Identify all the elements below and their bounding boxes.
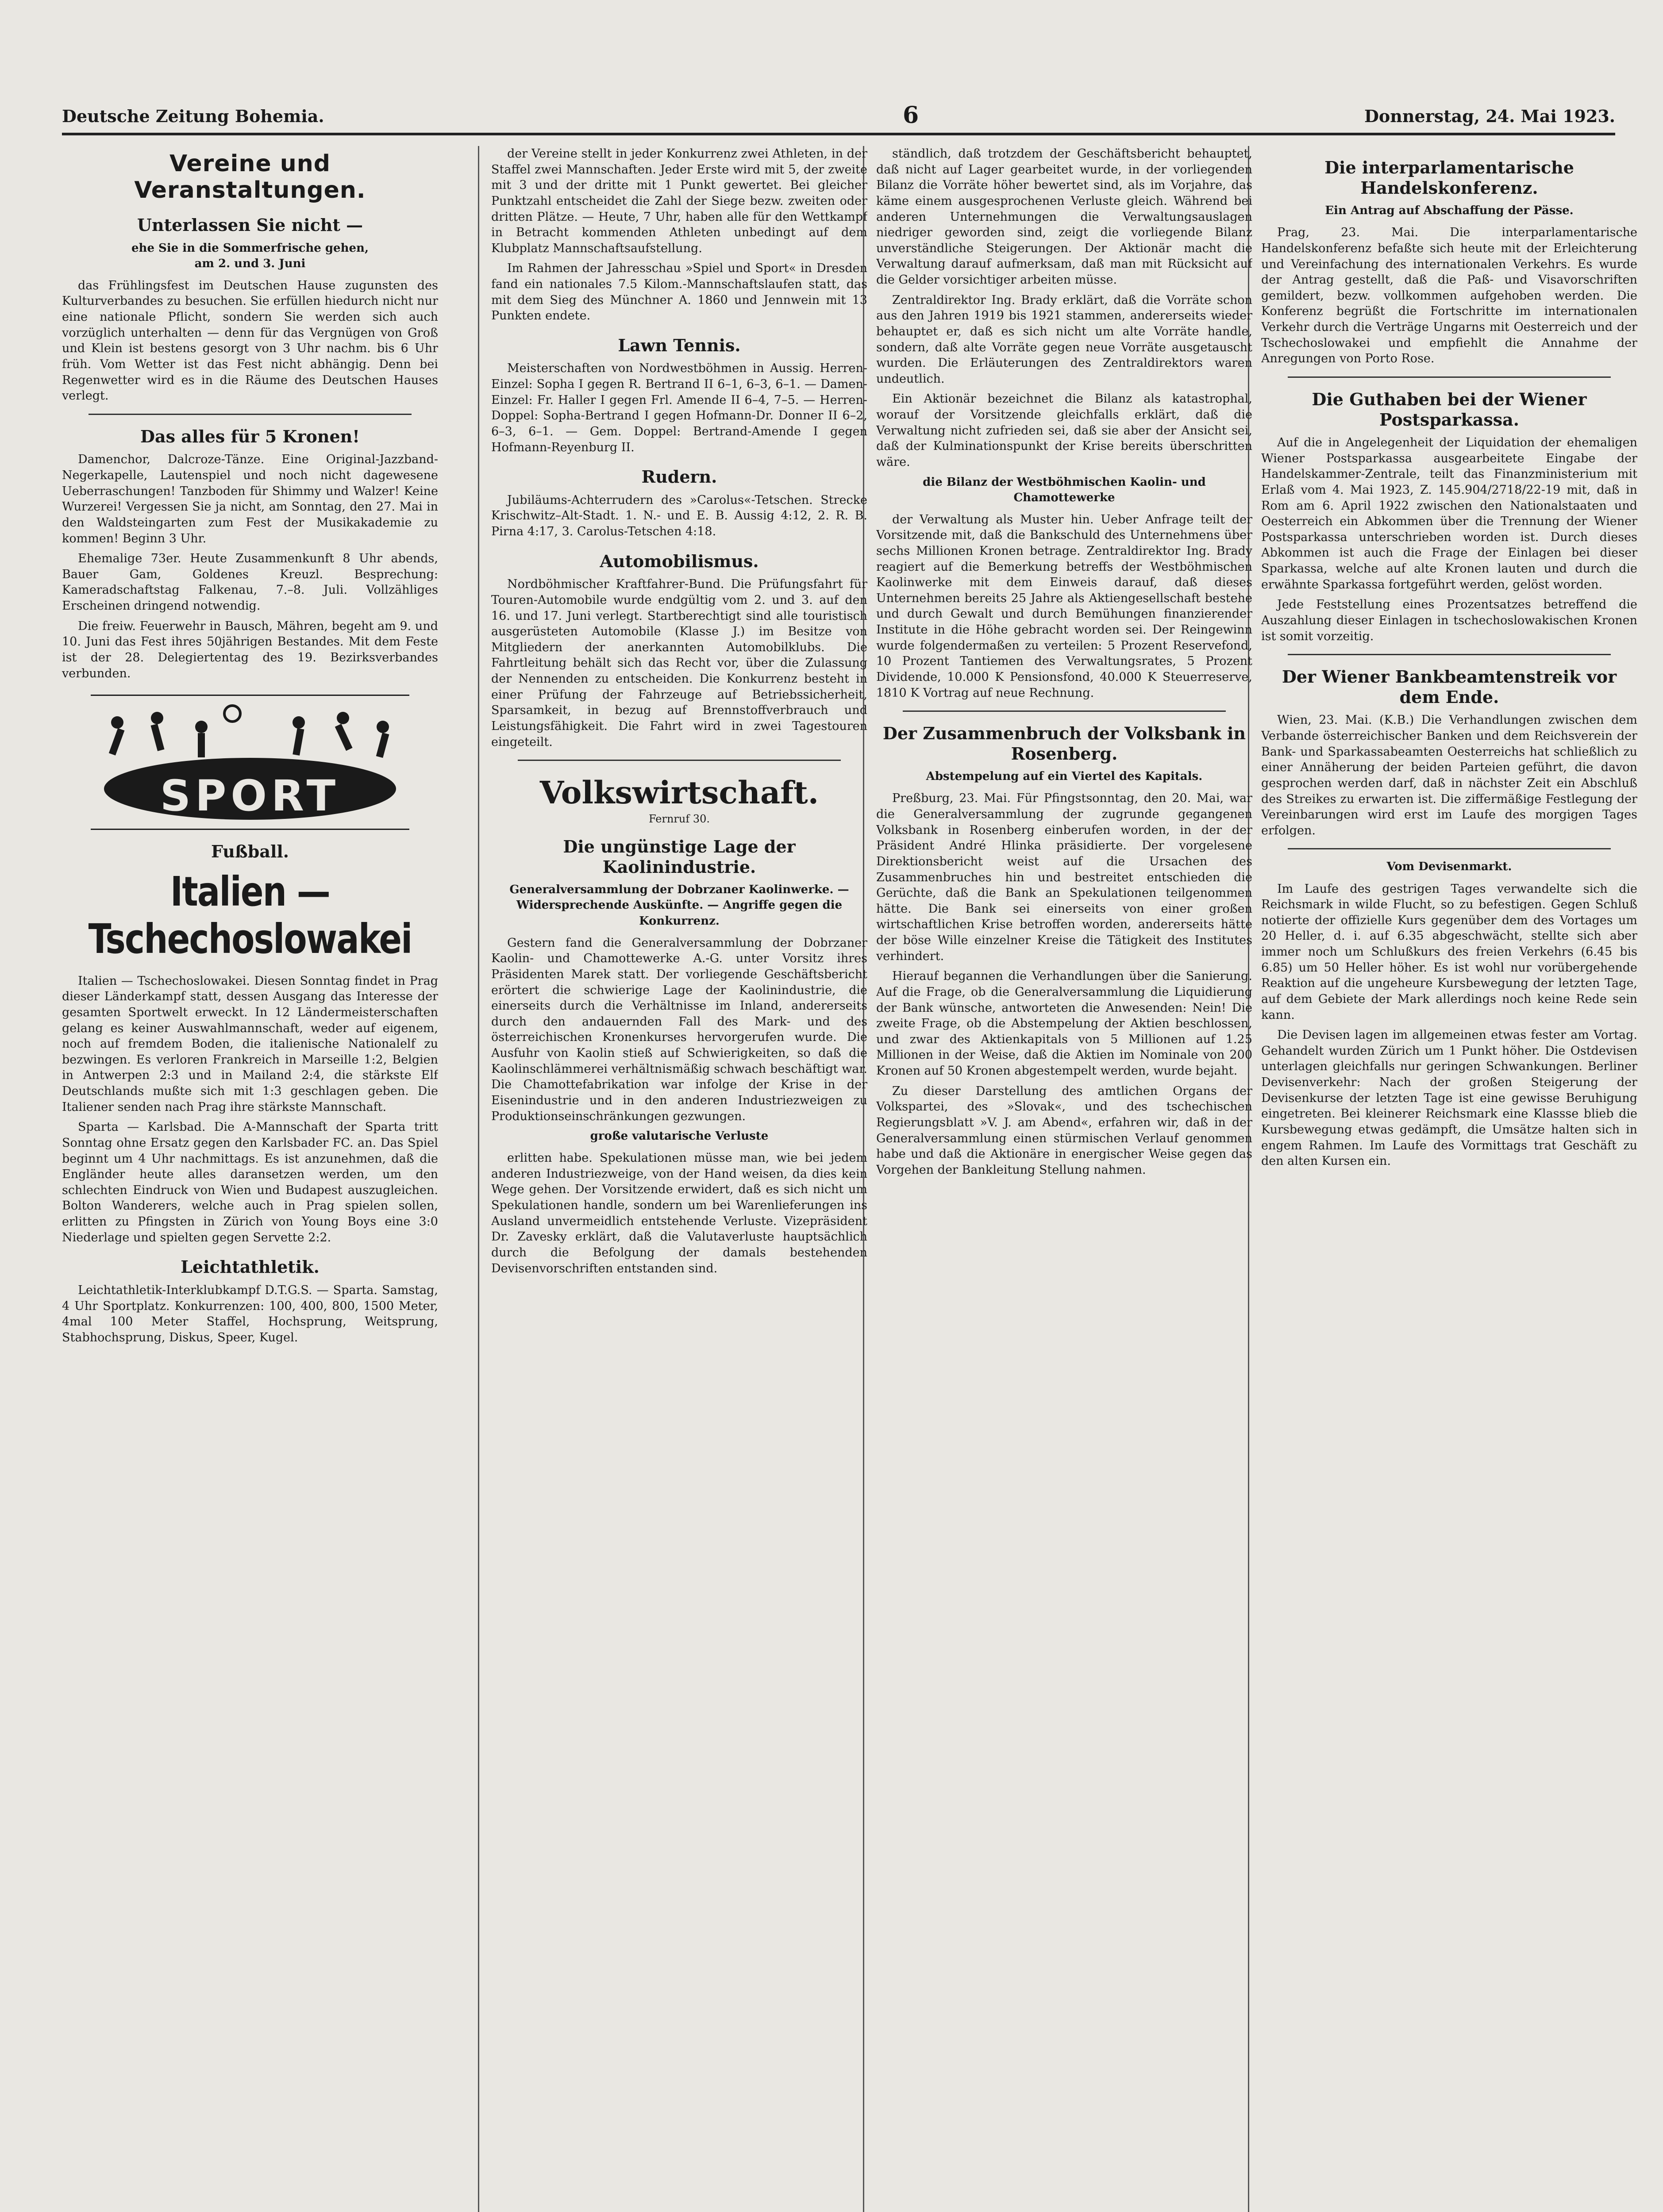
article-text: Ehemalige 73er. Heute Zusammenkunft 8 Uhr abends, Bauer Gam, Goldenes Kreuzl. Besprechung: Kameradschaftstag Falkenau, 7.–8. Juli. Vollzähliges Erscheinen dringend notwendig.: [62, 552, 438, 613]
article-text: der Verwaltung als Muster hin. Ueber Anfrage teilt der Vorsitzende mit, daß die Bankschuld des Unternehmens über sechs Millionen Kronen betrage. Zentraldirektor Ing. Brady reagiert auf die Bemerkung betreffs der Westböhmischen Kaolinwerke mit dem Einweis darauf, daß dieses Unternehmen bereits 25 Jahre als Aktiengesellschaft bestehe und durch Gewalt und durch Bemühungen finanzierender Institute in die Höhe gebracht worden sei. Der Reingewinn wurde folgendermaßen zu verteilen: 5 Prozent Reservefond, 10 Prozent Tantiemen des Verwaltungsrates, 5 Prozent Dividende, 10.000 K Pensionsfond, 40.000 K Steuerreserve, 1810 K Vortrag auf neue Rechnung.: [876, 512, 1252, 700]
article-text: ständlich, daß trotzdem der Geschäftsbericht behauptet, daß nicht auf Lager gearbeitet wurde, in der vorliegenden Bilanz die Vorräte höher bewertet sind, als im Vorjahre, das käme einem ausgesprochenen Verluste gleich. Während bei anderen Unternehmungen die Verwaltungsauslagen niedriger geworden sind, zeigt die vorliegende Bilanz unverständliche Steigerungen. Der Aktionär macht die Verwaltung darauf aufmerksam, daß man mit Rücksicht auf die Gelder vorsichtiger arbeiten müsse.: [876, 147, 1252, 287]
article-text: Im Rahmen der Jahresschau »Spiel und Sport« in Dresden fand ein nationales 7.5 Kilom.-Mannschaftslaufen statt, das mit dem Sieg des Münchner A. 1860 und Jennwein mit 13 Punkten endete.: [491, 261, 867, 323]
article-head: Rudern.: [641, 467, 717, 487]
headline-italien: Italien — Tschechoslowakei: [88, 868, 412, 963]
article-subhead: die Bilanz der Westböhmischen Kaolin- und Chamottewerke: [923, 475, 1206, 504]
article-text: Nordböhmischer Kraftfahrer-Bund. Die Prüfungsfahrt für Touren-Automobile wurde endgültig vom 2. und 3. auf den 16. und 17. Juni verlegt. Startberechtigt sind alle touristisch ausgerüsteten Automobile (Klasse J.) im Besitze von Mitgliedern der anerkannten Automobilklubs. Die Fahrtleitung behält sich das Recht vor, über die Zulassung der Nennenden zu entscheiden. Die Konkurrenz besteht in einer Prüfung der Fahrzeuge auf Betriebssicherheit, Sparsamkeit, in bezug auf Brennstoffverbrauch und Leistungsfähigkeit. Die Fahrt wird in zwei Tagestouren eingeteilt.: [491, 577, 867, 749]
article-head: Der Wiener Bankbeamtenstreik vor dem Ende.: [1282, 667, 1617, 707]
article-text: Damenchor, Dalcroze-Tänze. Eine Original-Jazzband-Negerkapelle, Lautenspiel und noch nicht dagewesene Ueberraschungen! Tanzboden für Shimmy und Walzer! Keine Wurzerei! Vergessen Sie ja nicht, am Sonntag, den 27. Mai in den Waldsteingarten zum Fest der Musikakademie zu kommen! Beginn 3 Uhr.: [62, 453, 438, 545]
article-text: Preßburg, 23. Mai. Für Pfingstsonntag, den 20. Mai, war die Generalversammlung der zugrunde gegangenen Volksbank in Rosenberg einberufen worden, in der der Präsident André Hlinka präsidierte. Der vorgelesene Direktionsbericht weist auf die Ursachen des Zusammenbruches hin und bestreitet entschieden die Gerüchte, daß die Bank an Spekulationen teilgenommen hätte. Die Bank sei einerseits von einer großen wirtschaftlichen Krise betroffen worden, andererseits hätte der böse Wille einzelner Kreise die Tätigkeit des Institutes verhindert.: [876, 791, 1252, 963]
article-text: Italien — Tschechoslowakei. Diesen Sonntag findet in Prag dieser Länderkampf statt, dessen Ausgang das Interesse der gesamten Sportwelt erweckt. In 12 Ländermeisterschaften gelang es keiner Auswahlmannschaft, weder auf eigenem, noch auf fremdem Boden, die italienische Nationalelf zu bezwingen. Es verloren Frankreich in Marseille 1:2, Belgien in Antwerpen 2:3 und in Mailand 2:4, die stärkste Elf Deutschlands mußte sich mit 1:3 geschlagen geben. Die Italiener senden nach Prag ihre stärkste Mannschaft.: [62, 974, 438, 1114]
article-text: Gestern fand die Generalversammlung der Dobrzaner Kaolin- und Chamottewerke A.-G. unter Vorsitz ihres Präsidenten Marek statt. Der vorliegende Geschäftsbericht erörtert die schwierige Lage der Kaolinindustrie, die einerseits durch die Verhältnisse im Inland, andererseits durch den andauernden Fall des Mark- und des österreichischen Kronenkurses hervorgerufen wurde. Die Ausfuhr von Kaolin stieß auf Schwierigkeiten, so daß die Kaolinschlämmerei verhältnismäßig schwach beschäftigt war. Die Chamottefabrikation war infolge der Krise in der Eisenindustrie und in den anderen Industriezweigen zu Produktionseinschränkungen gezwungen.: [491, 936, 867, 1123]
article-text: der Vereine stellt in jeder Konkurrenz zwei Athleten, in der Staffel zwei Mannschaften. Jeder Erste wird mit 5, der zweite mit 3 und der dritte mit 1 Punkt gewertet. Bei gleicher Punktzahl entscheidet die Zahl der Siege bezw. zweiten oder dritten Plätze. — Heute, 7 Uhr, haben alle für den Wettkampf in Betracht kommenden Athleten unbedingt auf dem Klubplatz Mannschaftsaufstellung.: [491, 147, 867, 255]
article-text: Meisterschaften von Nordwestböhmen in Aussig. Herren-Einzel: Sopha I gegen R. Bertrand II 6–1, 6–3, 6–1. — Damen-Einzel: Fr. Haller I gegen Frl. Amende II 6–4, 7–5. — Herren-Doppel: Sopha-Bertrand I gegen Hofmann-Dr. Donner II 6–2, 6–3, 6–1. — Gem. Doppel: Bertrand-Amende I gegen Hofmann-Reyenburg II.: [491, 361, 867, 454]
article-subhead: große valutarische Verluste: [590, 1129, 769, 1143]
fernruf-label: Fernruf 30.: [648, 813, 710, 826]
sport-logo: [91, 695, 409, 830]
article-head: Die ungünstige Lage der Kaolinindustrie.: [563, 837, 796, 877]
article-text: Hierauf begannen die Verhandlungen über die Sanierung. Auf die Frage, ob die Generalversammlung die Liquidierung der Bank wünsche, antworteten die Anwesenden: Nein! Die zweite Frage, ob die Abstempelung der Aktien beschlossen, und zwar des Aktienkapitals von 5 Millionen auf 1.25 Millionen in der Weise, daß die Aktien im Nominale von 200 Kronen auf 50 Kronen abgestempelt werden, wurde bejaht.: [876, 969, 1252, 1078]
separator: [1288, 654, 1611, 655]
article-subhead: Abstempelung auf ein Viertel des Kapitals.: [926, 770, 1203, 783]
column-1: [62, 146, 438, 2212]
article-head: Die Guthaben bei der Wiener Postsparkassa.: [1312, 389, 1587, 430]
article-subhead: Vom Devisenmarkt.: [1386, 860, 1512, 874]
article-head: Der Zusammenbruch der Volksbank in Rosenberg.: [882, 723, 1246, 764]
column-3: [876, 146, 1252, 2212]
section-title-vereine: Vereine und Veranstaltungen.: [134, 150, 366, 204]
running-header: [62, 102, 1615, 133]
article-text: Auf die in Angelegenheit der Liquidation der ehemaligen Wiener Postsparkassa ausgearbeitete Eingabe der Handelskammer-Zentrale, teilt das Finanzministerium mit Erlaß vom 4. Mai 1923, Z. 145.904/2718/22-19 mit, daß in Rom am 6. April 1922 zwischen den Nationalstaaten und Oesterreich ein Abkommen über die Trennung der Wiener Postsparkassa unterschrieben worden ist. Durch dieses Abkommen ist auch die Frage der Einlagen bei dieser Sparkassa, welche auf alte Kronen lauten und durch die erwähnte Sparkassa fortgeführt werden, gelöst worden.: [1261, 436, 1637, 591]
issue-date: Donnerstag, 24. Mai 1923.: [1364, 106, 1615, 126]
article-subhead: Generalversammlung der Dobrzaner Kaolinwerke. — Widersprechende Auskünfte. — Angriffe gegen die Konkurrenz.: [509, 883, 849, 928]
article-head: Unterlassen Sie nicht —: [137, 215, 363, 235]
article-text: Ein Aktionär bezeichnet die Bilanz als katastrophal, worauf der Vorsitzende gleichfalls erklärt, daß die Verwaltung nicht zufrieden sei, daß sie aber der Ansicht sei, daß der Kulminationspunkt der Krise bereits überschritten wäre.: [876, 392, 1252, 469]
article-text: Leichtathletik-Interklubkampf D.T.G.S. — Sparta. Samstag, 4 Uhr Sportplatz. Konkurrenzen: 100, 400, 800, 1500 Meter, 4mal 100 Meter Staffel, Hochsprung, Weitsprung, Stabhochsprung, Diskus, Speer, Kugel.: [62, 1283, 438, 1344]
article-head: Fußball.: [211, 841, 289, 862]
article-text: erlitten habe. Spekulationen müsse man, wie bei jedem anderen Industriezweige, von der Hand weisen, da dies kein Wege gehen. Der Vorsitzende erwidert, daß es sich nicht um Spekulationen handle, sondern um bei Warenlieferungen ins Ausland unvermeidlich entstehende Verluste. Vizepräsident Dr. Zavesky erklärt, daß die Valutaverluste hauptsächlich durch die Befolgung der damals bestehenden Devisenvorschriften entstanden sind.: [491, 1151, 867, 1275]
article-subhead: ehe Sie in die Sommerfrische gehen, am 2. und 3. Juni: [131, 241, 369, 270]
article-text: Zentraldirektor Ing. Brady erklärt, daß die Vorräte schon aus den Jahren 1919 bis 1921 stammen, andererseits wieder behauptet er, daß es sich nicht um alte Vorräte handle, sondern, daß alte Vorräte gegen neue Vorräte ausgetauscht wurden. Die Erläuterungen des Zentraldirektors waren undeutlich.: [876, 293, 1252, 386]
sport-logo-text: SPORT: [160, 771, 340, 821]
article-text: das Frühlingsfest im Deutschen Hause zugunsten des Kulturverbandes zu besuchen. Sie erfüllen hiedurch nicht nur eine nationale Pflicht, sondern Sie werden sich auch vorzüglich unterhalten — denn für das Vergnügen von Groß und Klein ist bestens gesorgt von 3 Uhr nachm. bis 6 Uhr früh. Vom Wetter ist das Fest nicht abhängig. Denn bei Regenwetter wird es in die Räume des Deutschen Hauses verlegt.: [62, 278, 438, 403]
article-head: Die interparlamentarische Handelskonferenz.: [1324, 157, 1574, 198]
separator: [903, 710, 1226, 712]
article-head: Automobilismus.: [600, 551, 759, 571]
newspaper-name: Deutsche Zeitung Bohemia.: [62, 106, 324, 126]
article-text: Zu dieser Darstellung des amtlichen Organs der Volkspartei, des »Slovak«, und des tschechischen Regierungsblatt »V. J. am Abend«, erfahren wir, daß in der Generalversammlung einen stürmischen Verlauf genommen habe und daß die Aktionäre in energischer Weise gegen das Vorgehen der Bankleitung Stellung nahmen.: [876, 1084, 1252, 1177]
article-subhead: Ein Antrag auf Abschaffung der Pässe.: [1325, 204, 1574, 218]
article-head: Das alles für 5 Kronen!: [140, 426, 360, 446]
article-text: Sparta — Karlsbad. Die A-Mannschaft der Sparta tritt Sonntag ohne Ersatz gegen den Karlsbader FC. an. Das Spiel beginnt um 4 Uhr nachmittags. Es ist anzunehmen, daß die Engländer heute alles daransetzen werden, um den schlechten Eindruck von Wien und Budapest auszugleichen. Bolton Wanderers, welche auch in Prag spielen sollen, erlitten zu Pfingsten in Zürich von Young Boys eine 3:0 Niederlage und spielten gegen Servette 2:2.: [62, 1120, 438, 1244]
article-head: Lawn Tennis.: [618, 335, 741, 355]
separator: [1288, 376, 1611, 378]
article-text: Im Laufe des gestrigen Tages verwandelte sich die Reichsmark in wilde Flucht, so zu befestigen. Gegen Schluß notierte der offizielle Kurs gegenüber dem des Vortages um 20 Heller, d. i. auf 6.35 abgeschwächt, stellte sich aber immer noch um Schlußkurs des freien Verkehrs (6.45 bis 6.85) um 50 Heller höher. Es ist wohl nur vorübergehende Reaktion auf die ungeheure Kursbewegung der letzten Tage, auf dem Gebiete der Mark allerdings noch keine Rede sein kann.: [1261, 882, 1637, 1022]
separator: [518, 760, 841, 761]
article-text: Wien, 23. Mai. (K.B.) Die Verhandlungen zwischen dem Verbande österreichischer Banken und dem Reichsverein der Bank- und Sparkassabeamten Oesterreichs hat schließlich zu einer Annäherung der beiden Parteien geführt, die davon gesprochen werden darf, daß in nächster Zeit ein Abschluß des Streikes zu erwarten ist. Die ziffermäßige Festlegung der Vereinbarungen wird erst im Laufe des morgigen Tages erfolgen.: [1261, 713, 1637, 837]
section-title-volkswirtschaft: Volkswirtschaft.: [539, 774, 819, 811]
header-rule: [62, 133, 1615, 135]
article-text: Die freiw. Feuerwehr in Bausch, Mähren, begeht am 9. und 10. Juni das Fest ihres 50jährigen Bestandes. Mit dem Feste ist der 28. Delegiertentag des 19. Bezirksverbandes verbunden.: [62, 619, 438, 680]
column-2: [491, 146, 867, 2212]
article-text: Jubiläums-Achterrudern des »Carolus«-Tetschen. Strecke Krischwitz–Alt-Stadt. 1. N.- und E. B. Aussig 4:12, 2. R. B. Pirna 4:17, 3. Carolus-Tetschen 4:18.: [491, 493, 867, 539]
article-head: Leichtathletik.: [181, 1257, 320, 1277]
column-4: [1261, 146, 1637, 2212]
column-divider: [478, 146, 479, 2212]
separator: [1288, 848, 1611, 849]
separator: [89, 414, 412, 415]
article-text: Jede Feststellung eines Prozentsatzes betreffend die Auszahlung dieser Einlagen in tschechoslowakischen Kronen ist somit vorzeitig.: [1261, 598, 1637, 643]
article-text: Prag, 23. Mai. Die interparlamentarische Handelskonferenz befaßte sich heute mit der Erleichterung und Vereinfachung des internationalen Verkehrs. Es wurde der Antrag gestellt, daß die Paß- und Visavorschriften gemildert, bezw. vollkommen aufgehoben werden. Die Konferenz begrüßt die Fortschritte im internationalen Verkehr durch die Verträge Ungarns mit Oesterreich und der Tschechoslowakei und empfiehlt die Annahme der Anregungen von Porto Rose.: [1261, 226, 1637, 366]
page-number: 6: [903, 102, 919, 129]
article-text: Die Devisen lagen im allgemeinen etwas fester am Vortag. Gehandelt wurden Zürich um 1 Punkt höher. Die Ostdevisen unterlagen gleichfalls nur geringen Schwankungen. Berliner Devisenverkehr: Nach der großen Steigerung der Devisenkurse der letzten Tage ist eine gewisse Beruhigung eingetreten. Bei kleinerer Reichsmark eine Klassse blieb die Kursbewegung etwas gedämpft, die Umsätze halten sich in engem Rahmen. Im Laufe des Vormittags trat Geschäft zu den alten Kursen ein.: [1261, 1028, 1637, 1168]
